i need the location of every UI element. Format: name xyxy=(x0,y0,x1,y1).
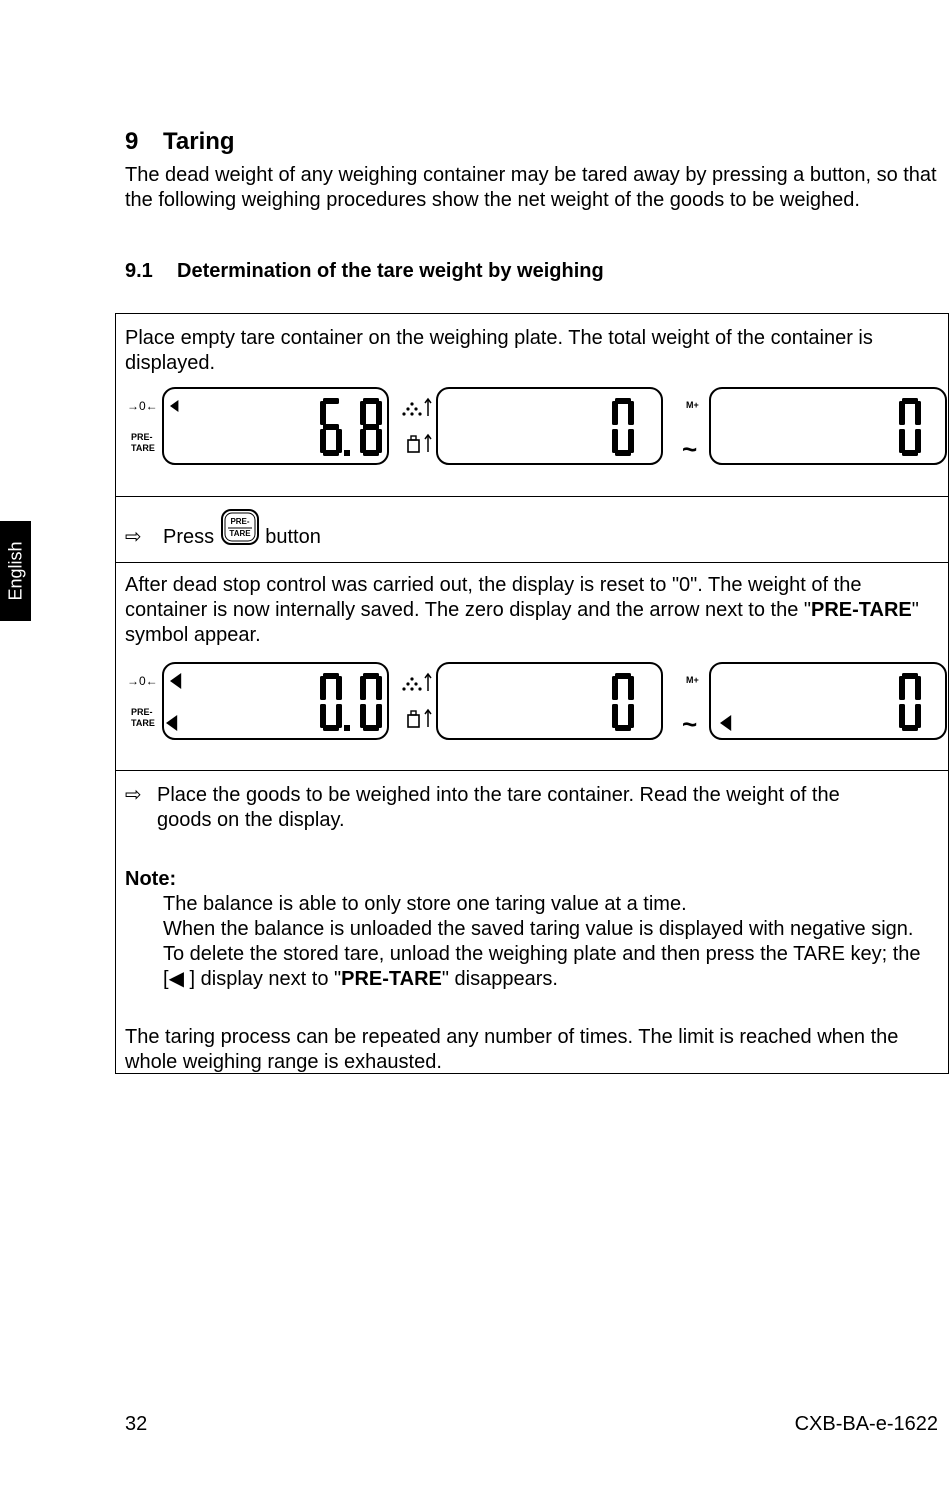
lcd-decimal-point xyxy=(344,450,350,456)
pieces-icon xyxy=(402,674,431,691)
mplus-label: M+ xyxy=(686,400,699,410)
lcd-segment xyxy=(915,676,921,700)
lcd-segment xyxy=(628,401,634,425)
note-line-2: When the balance is unloaded the saved taring value is displayed with negative sign. xyxy=(163,918,914,940)
zero-indicator-icon: →0← xyxy=(127,674,158,688)
procedure-table xyxy=(115,313,949,1074)
lcd-segment xyxy=(899,429,905,453)
step3-bold-pretare: PRE-TARE xyxy=(811,599,912,621)
lcd-segment xyxy=(915,401,921,425)
document-id: CXB-BA-e-1622 xyxy=(794,1413,938,1435)
lcd-display-svg-1 xyxy=(116,384,948,468)
note-line-1: The balance is able to only store one taring value at a time. xyxy=(163,893,687,915)
lcd-segment xyxy=(628,676,634,700)
lcd-segment xyxy=(320,401,326,425)
reference-weight-icon xyxy=(408,435,431,452)
closing-paragraph: The taring process can be repeated any number of times. The limit is reached when the whole weighing range is exhausted. xyxy=(125,1026,899,1073)
step2-row xyxy=(116,496,948,563)
lcd-segment xyxy=(376,676,382,700)
subsection-title: Determination of the tare weight by weighing xyxy=(177,260,604,282)
step3-row xyxy=(116,562,948,771)
lcd-segment xyxy=(320,704,326,728)
lcd-segment xyxy=(360,401,366,425)
lcd-segment xyxy=(320,429,326,453)
step3-text-b: " symbol appear. xyxy=(125,599,919,646)
step4-line2: goods on the display. xyxy=(157,809,345,831)
tare-label: TARE xyxy=(131,718,155,728)
lcd-segment xyxy=(612,704,618,728)
pre-label: PRE- xyxy=(131,432,153,442)
note-line-3c: " disappears. xyxy=(441,968,558,990)
lcd-segment xyxy=(915,429,921,453)
intro-paragraph: The dead weight of any weighing container may be tared away by pressing a button, so that the following weighing procedures show the net weight of the goods to be weighed. xyxy=(125,164,937,211)
lcd-segment xyxy=(360,676,366,700)
button-label: button xyxy=(265,526,321,548)
language-tab xyxy=(0,521,31,621)
lcd-segment xyxy=(915,704,921,728)
section-number: 9 xyxy=(125,128,139,155)
lcd-segment xyxy=(360,704,366,728)
lcd-segment xyxy=(376,429,382,453)
language-tab-label: English xyxy=(5,541,25,601)
lcd-segment xyxy=(899,676,905,700)
subsection-heading xyxy=(125,259,604,284)
lcd-segment xyxy=(323,424,339,430)
zero-indicator-icon: →0← xyxy=(127,399,158,413)
lcd-display-svg-2 xyxy=(116,659,948,743)
lcd-segment xyxy=(376,704,382,728)
note-line-3a: To delete the stored tare, unload the weighing plate and then press the TARE key; the [ xyxy=(163,943,921,990)
section-heading xyxy=(125,128,235,156)
press-instruction xyxy=(125,509,321,550)
step1-row xyxy=(116,314,948,496)
lcd-display-panel-1 xyxy=(116,384,948,468)
page-number: 32 xyxy=(125,1413,148,1435)
reference-weight-icon xyxy=(408,710,431,727)
subsection-number: 9.1 xyxy=(125,260,153,282)
lcd-segment xyxy=(336,429,342,453)
lcd-segment xyxy=(612,676,618,700)
lcd-segment xyxy=(336,676,342,700)
pretare-arrow-symbol: ◀ xyxy=(168,968,184,990)
pieces-icon xyxy=(402,399,431,416)
lcd-segment xyxy=(336,704,342,728)
step4-row xyxy=(116,770,948,1074)
lcd-decimal-point xyxy=(344,725,350,731)
note-line-3 xyxy=(125,942,938,992)
note-block xyxy=(125,867,938,992)
step1-text: Place empty tare container on the weighing plate. The total weight of the container is displayed. xyxy=(125,327,873,374)
lcd-segment xyxy=(360,429,366,453)
step4-line1: Place the goods to be weighed into the tare container. Read the weight of the xyxy=(157,784,840,806)
step4-arrow-icon: ⇨ xyxy=(125,784,142,806)
lcd-segment xyxy=(612,429,618,453)
lcd-segment xyxy=(899,401,905,425)
weight-display-frame xyxy=(163,663,388,739)
key-top-label: PRE- xyxy=(230,517,250,526)
stability-tilde-icon: ~ xyxy=(682,434,698,464)
step3-text-a: After dead stop control was carried out, the display is reset to "0". The weight of the container is now internally saved. The zero display and the arrow next to the " xyxy=(125,574,862,621)
pre-label: PRE- xyxy=(131,707,153,717)
instruction-arrow-icon: ⇨ xyxy=(125,526,142,548)
note-bold-pretare: PRE-TARE xyxy=(341,968,442,990)
section-title: Taring xyxy=(163,128,235,155)
lcd-segment xyxy=(376,401,382,425)
tare-label: TARE xyxy=(131,443,155,453)
lcd-segment xyxy=(320,676,326,700)
key-bottom-label: TARE xyxy=(229,529,251,538)
lcd-segment xyxy=(363,424,379,430)
mplus-label: M+ xyxy=(686,675,699,685)
weight-display-frame xyxy=(163,388,388,464)
step4-text xyxy=(125,783,938,833)
pre-tare-key-icon xyxy=(220,509,260,547)
stability-tilde-icon: ~ xyxy=(682,709,698,739)
lcd-display-panel-2 xyxy=(116,659,948,743)
step3-text xyxy=(125,573,938,648)
lcd-segment xyxy=(899,704,905,728)
lcd-segment xyxy=(628,429,634,453)
note-title: Note: xyxy=(125,868,177,890)
lcd-segment xyxy=(612,401,618,425)
lcd-segment xyxy=(628,704,634,728)
note-line-3b: ] display next to " xyxy=(183,968,342,990)
press-label: Press xyxy=(163,526,215,548)
